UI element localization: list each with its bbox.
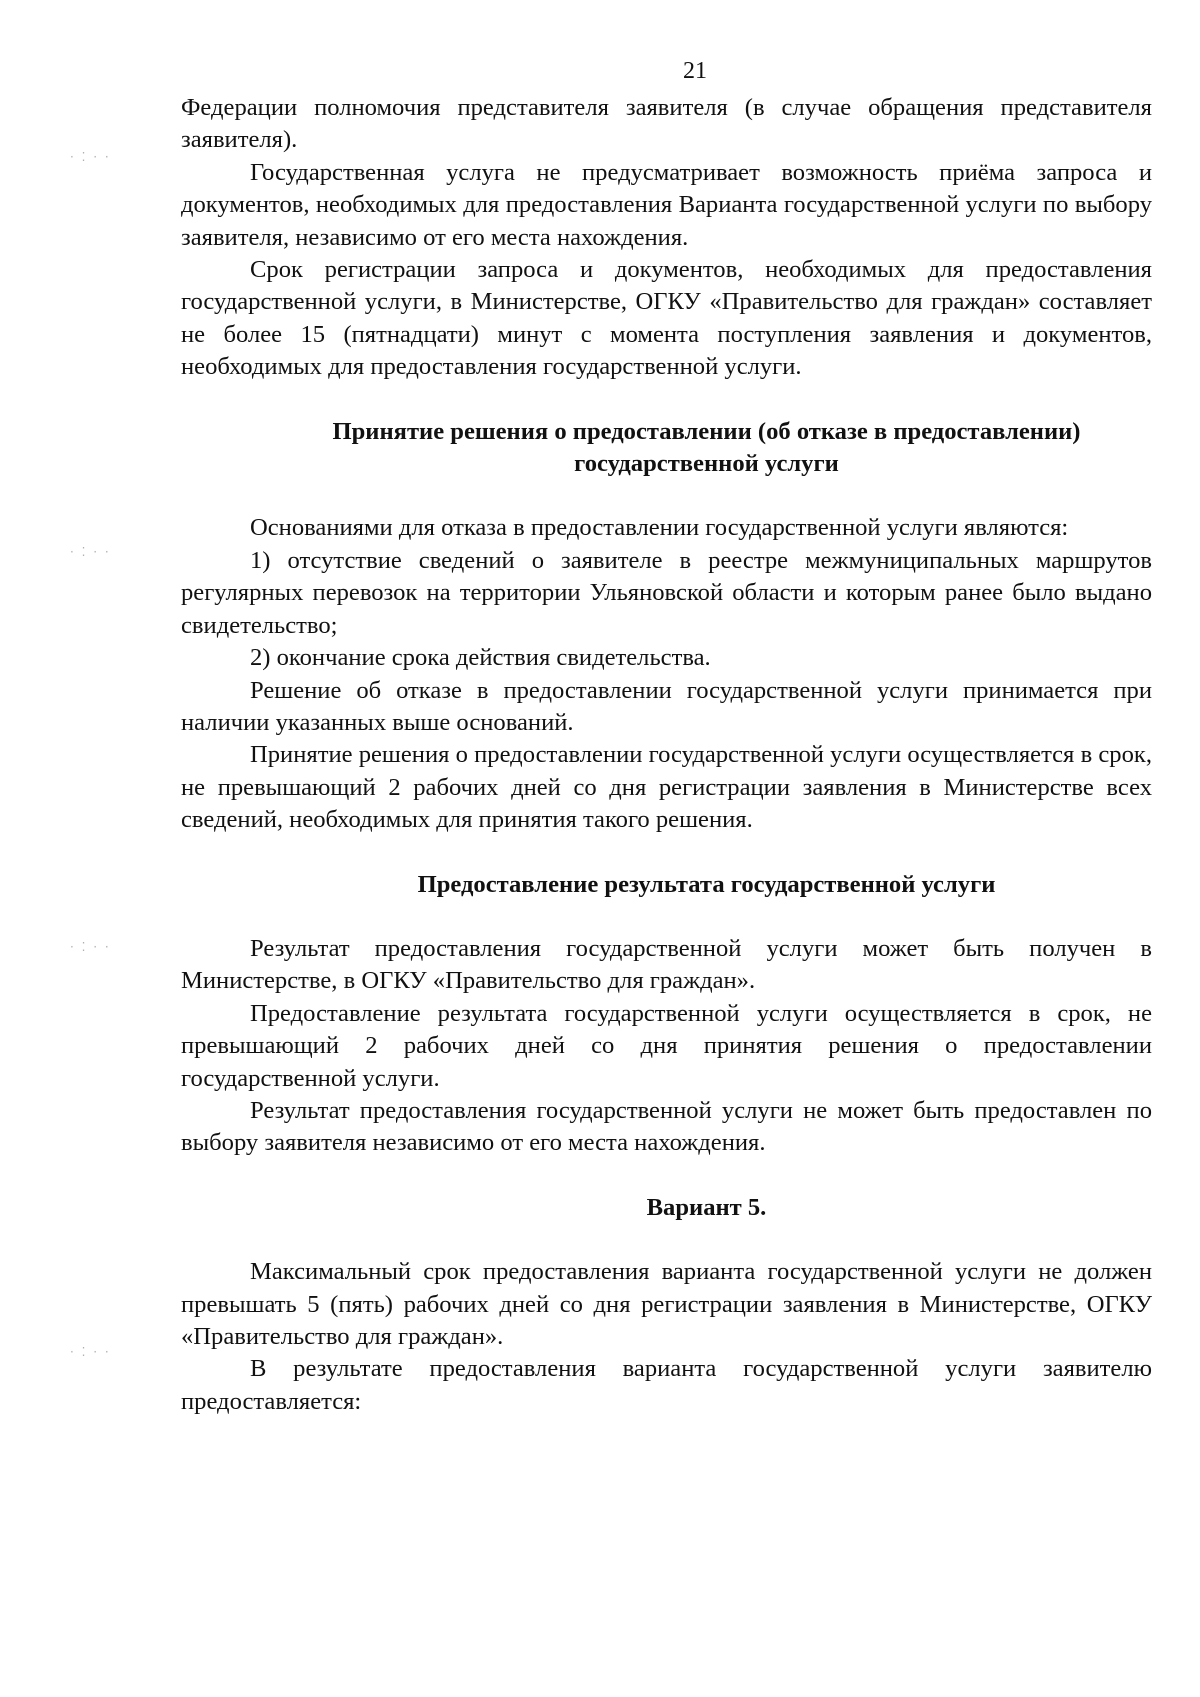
paragraph: В результате предоставления варианта государственной услуги заявителю предоставляется: — [181, 1355, 1152, 1415]
scan-artifact: · ⁚ · · — [70, 150, 111, 164]
section-heading-result: Предоставление результата государственной услуги — [417, 870, 996, 898]
paragraph: Государственная услуга не предусматривает возможность приёма запроса и документов, необходимых для предоставления Варианта государственной услуги по выбору заявителя, независимо от его места нахождения. — [181, 158, 1152, 251]
paragraph: Максимальный срок предоставления варианта государственной услуги не должен превышать 5 (пять) рабочих дней со дня регистрации заявления в Министерстве, ОГКУ «Правительство для граждан». — [181, 1258, 1152, 1350]
scan-artifact: · ⁚ · · — [70, 940, 111, 954]
paragraph: Результат предоставления государственной услуги не может быть предоставлен по выбору заявителя независимо от его места нахождения. — [181, 1096, 1152, 1157]
paragraph: Федерации полномочия представителя заявителя (в случае обращения представителя заявителя). — [181, 94, 1152, 154]
document-body — [181, 92, 1152, 1418]
section-heading-variant-5: Вариант 5. — [646, 1193, 767, 1221]
list-item: 2) окончание срока действия свидетельства. — [250, 644, 711, 672]
paragraph: Предоставление результата государственной услуги осуществляется в срок, не превышающий 2 рабочих дней со дня принятия решения о предоставлении государственной услуги. — [181, 999, 1152, 1092]
list-item: 1) отсутствие сведений о заявителе в реестре межмуниципальных маршрутов регулярных перевозок на территории Ульяновской области и которым ранее было выдано свидетельство; — [181, 546, 1152, 639]
paragraph: Основаниями для отказа в предоставлении государственной услуги являются: — [250, 514, 1069, 542]
section-heading-decision-line2: государственной услуги — [574, 450, 839, 478]
paragraph: Результат предоставления государственной услуги может быть получен в Министерстве, в ОГКУ «Правительство для граждан». — [181, 934, 1152, 995]
scan-artifact: · ⁚ · · — [70, 545, 111, 559]
paragraph: Срок регистрации запроса и документов, необходимых для предоставления государственной услуги, в Министерстве, ОГКУ «Правительство для граждан» составляет не более 15 (пятнадцати) минут с момента поступления заявления и документов, необходимых для предоставления государственной услуги. — [181, 256, 1152, 381]
paragraph: Решение об отказе в предоставлении государственной услуги принимается при наличии указанных выше оснований. — [181, 676, 1152, 736]
section-heading-decision-line1: Принятие решения о предоставлении (об отказе в предоставлении) — [332, 417, 1081, 445]
page-number: 21 — [683, 58, 707, 84]
paragraph: Принятие решения о предоставлении государственной услуги осуществляется в срок, не превышающий 2 рабочих дней со дня регистрации заявления в Министерстве всех сведений, необходимых для принятия такого решения. — [181, 741, 1152, 834]
scan-artifact: · ⁚ · · — [70, 1345, 111, 1359]
